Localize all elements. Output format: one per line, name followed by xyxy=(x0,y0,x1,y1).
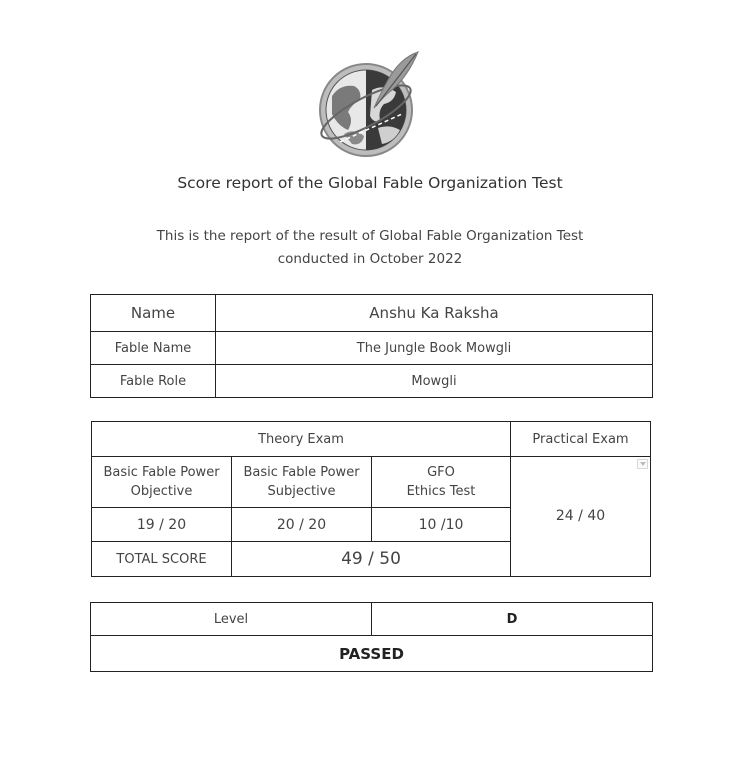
total-score-label: TOTAL SCORE xyxy=(92,542,232,577)
practical-score: 24 / 40 xyxy=(555,508,606,524)
candidate-info-table xyxy=(90,294,653,398)
basic-subjective-header xyxy=(232,457,372,508)
subjective-score: 20 / 20 xyxy=(232,508,372,542)
fable-role-label: Fable Role xyxy=(91,365,216,398)
objective-score: 19 / 20 xyxy=(92,508,232,542)
basic-subjective-line-2: Subjective xyxy=(267,484,336,499)
fable-name-label: Fable Name xyxy=(91,332,216,365)
name-value: Anshu Ka Raksha xyxy=(216,295,653,332)
exam-score-table xyxy=(91,421,651,577)
practical-score-cell xyxy=(511,457,651,577)
subtitle-line-2: conducted in October 2022 xyxy=(277,251,463,267)
subtitle-line-1: This is the report of the result of Global Fable Organization Test xyxy=(156,228,584,244)
level-value: D xyxy=(372,603,653,636)
result-table xyxy=(90,602,653,672)
level-label: Level xyxy=(91,603,372,636)
practical-exam-header: Practical Exam xyxy=(511,422,651,457)
basic-objective-header xyxy=(92,457,232,508)
name-label: Name xyxy=(91,295,216,332)
basic-subjective-line-1: Basic Fable Power xyxy=(243,465,360,480)
ethics-test-header xyxy=(372,457,511,508)
fable-name-value: The Jungle Book Mowgli xyxy=(216,332,653,365)
basic-objective-line-2: Objective xyxy=(130,484,193,499)
pass-status: PASSED xyxy=(91,636,653,672)
ethics-test-line-2: Ethics Test xyxy=(406,484,476,499)
report-title: Score report of the Global Fable Organization Test xyxy=(177,174,563,192)
report-subtitle xyxy=(0,225,740,271)
ethics-test-line-1: GFO xyxy=(427,465,455,480)
fable-role-value: Mowgli xyxy=(216,365,653,398)
total-score-value: 49 / 50 xyxy=(232,542,511,577)
dropdown-toggle-icon[interactable] xyxy=(637,459,648,469)
ethics-score: 10 /10 xyxy=(372,508,511,542)
basic-objective-line-1: Basic Fable Power xyxy=(103,465,220,480)
globe-quill-logo xyxy=(318,50,422,162)
theory-exam-header: Theory Exam xyxy=(92,422,511,457)
